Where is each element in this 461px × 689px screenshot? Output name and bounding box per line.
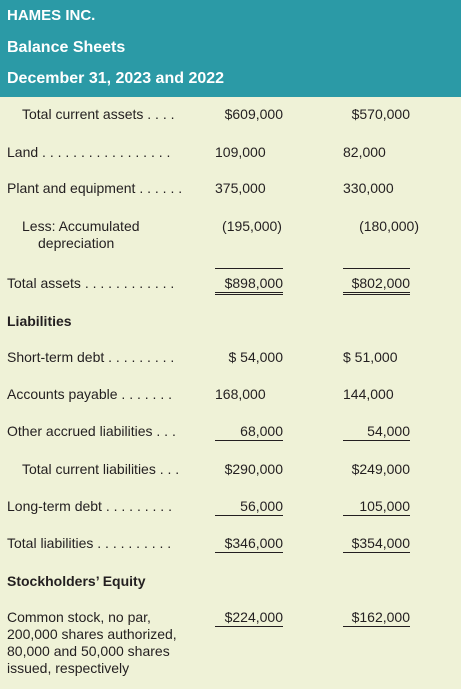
leader-dots: . . . . . . (139, 180, 183, 196)
statement-title: Balance Sheets (7, 39, 126, 56)
value-2023: $609,000 (224, 106, 283, 122)
row-label: Total current liabilities (22, 461, 156, 477)
value-2022: 82,000 (343, 144, 386, 160)
value-2023: (195,000) (222, 218, 282, 234)
row-label: Short-term debt (7, 349, 105, 365)
row-label: Long-term debt (7, 498, 102, 514)
leader-dots: . . . . . . . . . . . . . . . . . (42, 144, 171, 160)
value-2022: 105,000 (343, 498, 410, 516)
statement-date: December 31, 2023 and 2022 (7, 70, 225, 87)
value-2023: $290,000 (224, 461, 283, 477)
section-heading-stockholders-equity: Stockholders’ Equity (7, 573, 146, 589)
value-2023: $346,000 (215, 535, 283, 553)
row-label: Total current assets (22, 106, 144, 122)
leader-dots: . . . . . . . . . (108, 349, 175, 365)
value-2022: 330,000 (343, 180, 394, 196)
value-2022: $570,000 (351, 106, 410, 122)
value-2023: 56,000 (215, 498, 283, 516)
row-label: Less: Accumulated depreciation (22, 218, 140, 251)
leader-dots: . . . (159, 461, 180, 477)
row-label: Other accrued liabilities (7, 423, 153, 439)
leader-dots: . . . . . . . . . . . . (84, 275, 175, 291)
leader-dots: . . . . (147, 106, 175, 122)
value-2023: $224,000 (215, 609, 283, 627)
value-2022: 54,000 (343, 423, 410, 441)
value-2023: 375,000 (215, 180, 266, 196)
value-2023: $ 54,000 (228, 349, 283, 365)
row-label: Common stock, no par, 200,000 shares authorized, 80,000 and 50,000 shares issued, respectively (7, 609, 177, 676)
value-2023: $898,000 (215, 268, 283, 295)
company-name: HAMES INC. (7, 7, 96, 24)
row-label: Total assets (7, 275, 81, 291)
value-2022: $ 51,000 (343, 349, 398, 365)
value-2022: $802,000 (343, 268, 410, 295)
value-2022: $249,000 (351, 461, 410, 477)
value-2022: 144,000 (343, 386, 394, 402)
statement-header (0, 0, 461, 97)
row-label: Accounts payable (7, 386, 118, 402)
value-2022: (180,000) (359, 218, 419, 234)
leader-dots: . . . . . . . . . . (97, 535, 172, 551)
row-label: Land (7, 144, 39, 160)
leader-dots: . . . . . . . (121, 386, 172, 402)
row-label: Plant and equipment (7, 180, 136, 196)
value-2023: 68,000 (215, 423, 283, 441)
row-label: Total liabilities (7, 535, 94, 551)
value-2023: 168,000 (215, 386, 266, 402)
value-2022: $162,000 (343, 609, 410, 627)
value-2022: $354,000 (343, 535, 410, 553)
leader-dots: . . . (156, 423, 176, 439)
value-2023: 109,000 (215, 144, 266, 160)
leader-dots: . . . . . . . . . (105, 498, 172, 514)
section-heading-liabilities: Liabilities (7, 313, 72, 329)
